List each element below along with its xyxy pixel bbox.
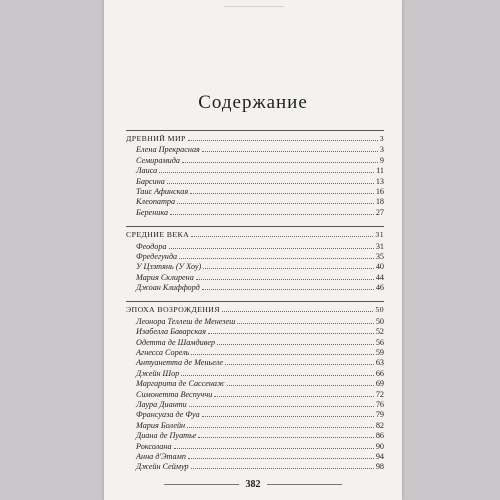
entry-title: Диана де Пуатье (136, 431, 197, 441)
entry-page: 35 (375, 251, 384, 261)
toc-section-heading (126, 229, 384, 239)
toc-entry (126, 282, 384, 292)
entry-title: Лаура Дианти (136, 399, 187, 409)
section-page: 31 (375, 230, 384, 240)
dot-leader (222, 304, 373, 312)
dot-leader (189, 399, 374, 407)
toc-entry (126, 399, 384, 409)
entry-title: Лаиса (136, 166, 158, 176)
entry-page: 16 (375, 186, 384, 196)
dot-leader (202, 144, 378, 152)
dot-leader (182, 155, 378, 163)
section-rule (126, 301, 384, 302)
entry-page: 50 (375, 316, 384, 326)
section-title: ДРЕВНИЙ МИР (126, 134, 186, 143)
entry-title: Одетта де Шамдивер (136, 337, 216, 347)
entry-page: 59 (375, 348, 384, 358)
toc-entry (126, 451, 384, 461)
toc-entry (126, 241, 384, 251)
entry-page: 3 (379, 145, 384, 155)
entry-page: 56 (375, 337, 384, 347)
entry-title: Джоан Клиффорд (136, 283, 200, 293)
toc-entry (126, 165, 384, 175)
toc-entry (126, 430, 384, 440)
entry-title: Симонетта Веспуччи (136, 389, 213, 399)
dot-leader (187, 420, 374, 428)
entry-title: Феодора (136, 241, 167, 251)
entry-page: 46 (375, 283, 384, 293)
section-title: СРЕДНИЕ ВЕКА (126, 230, 190, 240)
toc-entry (126, 272, 384, 282)
dot-leader (208, 326, 374, 334)
entry-title: Таис Афинская (136, 186, 189, 196)
section-page: 50 (375, 305, 384, 315)
entry-page: 98 (375, 462, 384, 472)
entry-title: Семирамида (136, 155, 181, 165)
entry-page: 27 (375, 207, 384, 217)
entry-page: 11 (376, 166, 384, 176)
entry-page: 52 (375, 327, 384, 337)
dot-leader (179, 251, 374, 259)
entry-title: Роксолана (136, 441, 172, 451)
entry-title: Мария Склирена (136, 272, 194, 282)
toc-entry (126, 461, 384, 471)
dot-leader (198, 430, 373, 438)
entry-title: Фредегунда (136, 251, 178, 261)
dot-leader (217, 337, 374, 345)
dot-leader (202, 282, 374, 290)
dot-leader (214, 389, 373, 397)
entry-page: 72 (375, 389, 384, 399)
dot-leader (177, 196, 374, 204)
entry-title: Антуанетта де Меньеле (136, 358, 224, 368)
toc-section (126, 301, 384, 471)
entry-title: Джейн Сеймур (136, 462, 189, 472)
dot-leader (169, 241, 374, 249)
toc-entry (126, 176, 384, 186)
entry-title: Франсуаза де Фуа (136, 410, 200, 420)
entry-page: 31 (375, 241, 384, 251)
entry-title: Анна д'Этамп (136, 451, 186, 461)
toc-entry (126, 196, 384, 206)
entry-page: 66 (375, 368, 384, 378)
toc-entry (126, 389, 384, 399)
entry-page: 40 (375, 262, 384, 272)
dot-leader (202, 409, 374, 417)
page-number: 382 (245, 479, 261, 490)
entry-title: Береника (136, 207, 169, 217)
dot-leader (225, 357, 374, 365)
dot-leader (227, 378, 374, 386)
toc-entry (126, 186, 384, 196)
toc-entry (126, 316, 384, 326)
entry-title: Джейн Шор (136, 368, 180, 378)
toc-entry (126, 155, 384, 165)
entry-page: 63 (375, 358, 384, 368)
dot-leader (191, 229, 373, 237)
entry-title: Агнесса Сорель (136, 348, 190, 358)
section-rule (126, 226, 384, 227)
entry-title: У Цзэтянь (У Хоу) (136, 262, 202, 272)
dot-leader (174, 441, 374, 449)
toc-section (126, 130, 384, 217)
entry-title: Изабелла Баварская (136, 327, 206, 337)
toc-section-heading (126, 133, 384, 143)
entry-title: Мария Болейн (136, 420, 186, 430)
dot-leader (188, 451, 374, 459)
entry-page: 86 (375, 431, 384, 441)
table-of-contents (126, 130, 384, 481)
entry-page: 69 (375, 379, 384, 389)
toc-entry (126, 261, 384, 271)
toc-entry (126, 378, 384, 388)
section-page: 3 (379, 134, 384, 143)
toc-entry (126, 409, 384, 419)
dot-leader (203, 261, 374, 269)
toc-entry (126, 420, 384, 430)
page-title: Содержание (198, 92, 308, 113)
toc-entry (126, 326, 384, 336)
toc-section-heading (126, 304, 384, 314)
entry-title: Клеопатра (136, 197, 176, 207)
entry-title: Елена Прекрасная (136, 145, 200, 155)
section-rule (126, 130, 384, 131)
entry-page: 76 (375, 399, 384, 409)
entry-title: Барсина (136, 176, 165, 186)
toc-entry (126, 207, 384, 217)
entry-page: 94 (375, 451, 384, 461)
toc-entry (126, 144, 384, 154)
dot-leader (196, 272, 374, 280)
top-ornament (224, 6, 284, 11)
entry-page: 18 (375, 197, 384, 207)
entry-page: 90 (375, 441, 384, 451)
dot-leader (167, 176, 374, 184)
toc-entry (126, 441, 384, 451)
entry-page: 44 (375, 272, 384, 282)
toc-entry (126, 368, 384, 378)
dot-leader (190, 186, 374, 194)
entry-page: 13 (375, 176, 384, 186)
entry-page: 9 (379, 155, 384, 165)
entry-title: Леонора Теллеш де Менезеш (136, 316, 236, 326)
entry-page: 82 (375, 420, 384, 430)
dot-leader (159, 165, 374, 173)
dot-leader (170, 207, 374, 215)
entry-title: Маргарита де Сассенаж (136, 379, 225, 389)
entry-page: 79 (375, 410, 384, 420)
toc-section (126, 226, 384, 292)
toc-entry (126, 357, 384, 367)
book-page (104, 0, 402, 500)
dot-leader (188, 133, 378, 141)
toc-entry (126, 337, 384, 347)
toc-entry (126, 251, 384, 261)
dot-leader (181, 368, 374, 376)
dot-leader (191, 347, 373, 355)
dot-leader (237, 316, 374, 324)
toc-entry (126, 347, 384, 357)
dot-leader (191, 461, 374, 469)
section-title: ЭПОХА ВОЗРОЖДЕНИЯ (126, 305, 220, 315)
